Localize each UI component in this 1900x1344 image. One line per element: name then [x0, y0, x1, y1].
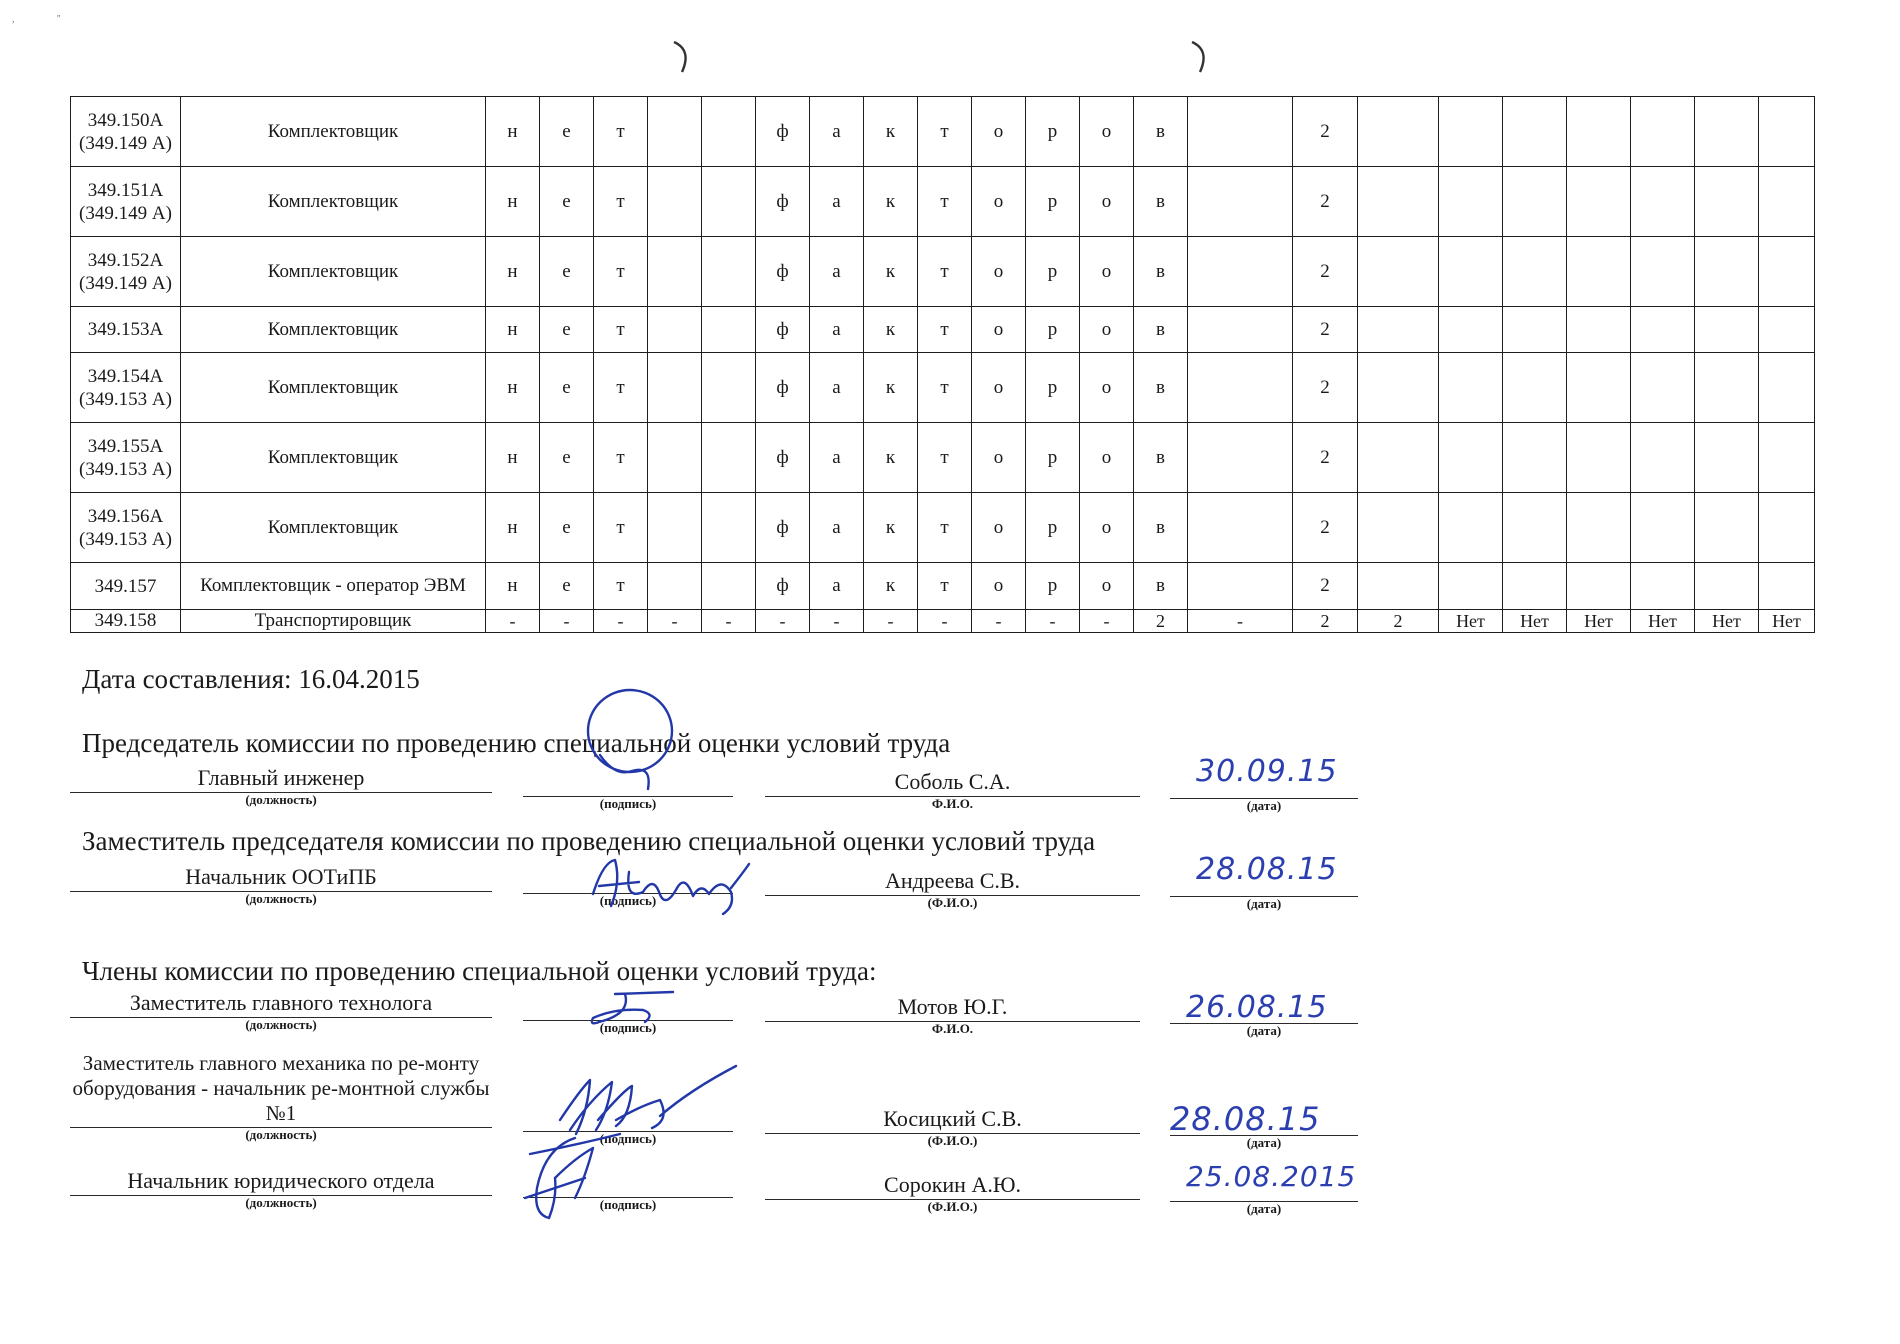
workplace-name: Комплектовщик — [181, 237, 486, 307]
table-cell — [702, 353, 756, 423]
table-cell: в — [1134, 307, 1188, 353]
chair-name-field — [765, 769, 1140, 809]
table-cell — [1188, 167, 1293, 237]
table-cell — [1759, 493, 1815, 563]
date-caption: (дата) — [1246, 1135, 1282, 1150]
table-cell: - — [540, 610, 594, 633]
table-cell: - — [1080, 610, 1134, 633]
position-caption: (должность) — [245, 891, 317, 906]
table-cell: е — [540, 97, 594, 167]
table-cell: - — [810, 610, 864, 633]
name-caption: (Ф.И.О.) — [927, 895, 978, 910]
table-cell: 2 — [1293, 563, 1358, 610]
table-cell: т — [918, 493, 972, 563]
member2-date-handwritten: 28.08.15 — [1170, 1100, 1321, 1138]
chair-position-field — [70, 765, 492, 805]
table-cell: Нет — [1759, 610, 1815, 633]
position-caption: (должность) — [245, 1017, 317, 1032]
table-cell — [1631, 307, 1695, 353]
table-cell: 2 — [1293, 610, 1358, 633]
chair-name: Соболь С.А. — [894, 769, 1011, 794]
table-cell: н — [486, 97, 540, 167]
table-cell: Нет — [1695, 610, 1759, 633]
table-cell: - — [594, 610, 648, 633]
table-row — [71, 423, 1815, 493]
workplace-name: Комплектовщик — [181, 423, 486, 493]
table-cell: е — [540, 307, 594, 353]
table-cell: Нет — [1439, 610, 1503, 633]
table-cell — [1358, 167, 1439, 237]
table-cell: в — [1134, 167, 1188, 237]
table-cell — [648, 493, 702, 563]
workplace-name: Комплектовщик — [181, 167, 486, 237]
table-cell: н — [486, 493, 540, 563]
table-cell — [1188, 353, 1293, 423]
table-cell: н — [486, 237, 540, 307]
member2-name: Косицкий С.В. — [883, 1106, 1022, 1131]
table-cell: о — [972, 563, 1026, 610]
table-cell — [1567, 97, 1631, 167]
table-cell — [1567, 423, 1631, 493]
table-cell: о — [972, 493, 1026, 563]
table-cell — [1567, 307, 1631, 353]
table-cell — [1759, 353, 1815, 423]
table-cell — [1631, 353, 1695, 423]
table-cell: т — [918, 237, 972, 307]
table-cell — [648, 167, 702, 237]
deputy-signature-stroke — [585, 852, 755, 922]
table-cell: в — [1134, 493, 1188, 563]
table-cell — [1567, 353, 1631, 423]
signature-caption: (подпись) — [599, 796, 657, 811]
table-cell — [1503, 493, 1567, 563]
chair-signature-stroke — [570, 685, 690, 815]
member1-position-field — [70, 990, 492, 1030]
table-cell: т — [594, 237, 648, 307]
table-cell — [1503, 237, 1567, 307]
table-cell: 2 — [1293, 97, 1358, 167]
table-cell: ф — [756, 167, 810, 237]
table-cell: о — [1080, 353, 1134, 423]
table-cell: р — [1026, 353, 1080, 423]
workplace-name: Комплектовщик - оператор ЭВМ — [181, 563, 486, 610]
deputy-name: Андреева С.В. — [884, 868, 1021, 893]
table-cell — [1439, 563, 1503, 610]
table-cell — [1188, 237, 1293, 307]
table-cell: в — [1134, 563, 1188, 610]
table-cell: - — [702, 610, 756, 633]
date-caption: (дата) — [1246, 1201, 1282, 1216]
table-cell: т — [594, 493, 648, 563]
table-cell: ф — [756, 353, 810, 423]
table-cell — [1759, 307, 1815, 353]
date-caption: (дата) — [1246, 1023, 1282, 1038]
member1-date-handwritten: 26.08.15 — [1186, 990, 1328, 1025]
table-cell — [1358, 307, 1439, 353]
table-cell: 2 — [1293, 307, 1358, 353]
table-cell: а — [810, 353, 864, 423]
table-cell: о — [1080, 423, 1134, 493]
members-heading: Члены комиссии по проведению специальной оценки условий труда: — [82, 956, 877, 986]
member2-position-field — [70, 1051, 492, 1142]
table-cell: в — [1134, 353, 1188, 423]
table-cell: т — [918, 563, 972, 610]
table-cell: 2 — [1293, 237, 1358, 307]
table-cell: о — [972, 307, 1026, 353]
table-cell — [1439, 237, 1503, 307]
table-cell: в — [1134, 237, 1188, 307]
workplace-number: 349.158 — [71, 610, 181, 633]
table-cell — [1358, 563, 1439, 610]
table-cell — [1695, 97, 1759, 167]
date-compiled: Дата составления: 16.04.2015 — [82, 664, 420, 694]
member3-position: Начальник юридического отдела — [127, 1168, 435, 1193]
table-cell — [1759, 563, 1815, 610]
table-cell: е — [540, 167, 594, 237]
deputy-heading: Заместитель председателя комиссии по проведению специальной оценки условий труда — [82, 826, 1096, 856]
name-caption: Ф.И.О. — [931, 1021, 974, 1036]
table-cell: ф — [756, 307, 810, 353]
workplace-number: 349.157 — [71, 563, 181, 610]
table-cell: о — [1080, 307, 1134, 353]
table-cell: - — [1188, 610, 1293, 633]
member2-position: Заместитель главного механика по ре-монту оборудования - начальник ре-монтной службы №1 — [72, 1051, 490, 1125]
table-cell — [1759, 423, 1815, 493]
table-cell: т — [594, 167, 648, 237]
table-row — [71, 563, 1815, 610]
table-cell — [1631, 167, 1695, 237]
table-cell — [702, 167, 756, 237]
table-cell — [702, 493, 756, 563]
table-cell: в — [1134, 97, 1188, 167]
table-cell: о — [972, 353, 1026, 423]
table-cell: 2 — [1293, 423, 1358, 493]
table-cell: к — [864, 423, 918, 493]
signature-caption: (подпись) — [599, 893, 657, 908]
table-cell: - — [648, 610, 702, 633]
table-cell: р — [1026, 563, 1080, 610]
table-cell — [1503, 563, 1567, 610]
table-cell: ф — [756, 493, 810, 563]
name-caption: (Ф.И.О.) — [927, 1133, 978, 1148]
table-cell: 2 — [1358, 610, 1439, 633]
signature-caption: (подпись) — [599, 1197, 657, 1212]
table-cell: ф — [756, 563, 810, 610]
table-cell — [1759, 97, 1815, 167]
workplace-number: 349.153А — [71, 307, 181, 353]
member3-date-handwritten: 25.08.2015 — [1186, 1160, 1357, 1193]
workplace-number: 349.154А (349.153 А) — [71, 353, 181, 423]
table-cell — [1439, 97, 1503, 167]
table-cell: к — [864, 493, 918, 563]
member1-signature-stroke — [585, 988, 675, 1028]
workplace-number: 349.152А (349.149 А) — [71, 237, 181, 307]
table-cell: е — [540, 493, 594, 563]
table-cell — [1759, 237, 1815, 307]
table-cell — [1358, 237, 1439, 307]
workplace-number: 349.151А (349.149 А) — [71, 167, 181, 237]
table-cell: р — [1026, 237, 1080, 307]
table-cell: - — [756, 610, 810, 633]
table-cell: т — [594, 423, 648, 493]
position-caption: (должность) — [245, 1195, 317, 1210]
table-cell — [702, 423, 756, 493]
table-cell — [1439, 423, 1503, 493]
member3-position-field — [70, 1168, 492, 1208]
table-cell: - — [864, 610, 918, 633]
chair-position: Главный инженер — [197, 765, 365, 790]
table-cell: о — [972, 423, 1026, 493]
position-caption: (должность) — [245, 1127, 317, 1142]
table-cell — [1358, 493, 1439, 563]
table-cell: о — [1080, 97, 1134, 167]
table-cell: в — [1134, 423, 1188, 493]
table-cell — [1695, 353, 1759, 423]
table-cell: т — [594, 353, 648, 423]
table-cell: о — [972, 97, 1026, 167]
table-cell — [1358, 97, 1439, 167]
table-cell: а — [810, 307, 864, 353]
punch-hole-mark-right — [1186, 38, 1216, 78]
table-cell: р — [1026, 167, 1080, 237]
table-cell — [1631, 97, 1695, 167]
table-cell: т — [918, 167, 972, 237]
assessment-table — [70, 96, 1815, 633]
workplace-number: 349.150А (349.149 А) — [71, 97, 181, 167]
table-cell — [1358, 353, 1439, 423]
table-cell — [648, 97, 702, 167]
punch-hole-mark-left — [668, 38, 698, 78]
table-cell: 2 — [1134, 610, 1188, 633]
table-body — [71, 97, 1815, 633]
table-cell — [1439, 493, 1503, 563]
table-cell: н — [486, 353, 540, 423]
member1-name: Мотов Ю.Г. — [897, 994, 1008, 1019]
table-row — [71, 167, 1815, 237]
table-cell — [1503, 423, 1567, 493]
table-cell — [1695, 493, 1759, 563]
member2-name-field — [765, 1106, 1140, 1146]
table-cell — [648, 563, 702, 610]
deputy-date-handwritten: 28.08.15 — [1196, 852, 1338, 887]
table-cell — [1439, 353, 1503, 423]
table-cell: т — [594, 563, 648, 610]
table-cell: о — [972, 167, 1026, 237]
table-cell: к — [864, 307, 918, 353]
table-cell — [1567, 167, 1631, 237]
signature-caption: (подпись) — [599, 1131, 657, 1146]
table-cell: е — [540, 423, 594, 493]
date-caption: (дата) — [1246, 896, 1282, 911]
table-cell: Нет — [1567, 610, 1631, 633]
table-cell — [1759, 167, 1815, 237]
table-cell: р — [1026, 493, 1080, 563]
table-cell: т — [918, 97, 972, 167]
table-cell — [702, 563, 756, 610]
member1-position: Заместитель главного технолога — [129, 990, 433, 1015]
table-cell — [1188, 493, 1293, 563]
table-cell: т — [594, 97, 648, 167]
table-cell: т — [918, 307, 972, 353]
table-cell — [1695, 563, 1759, 610]
table-cell — [1631, 423, 1695, 493]
table-cell: - — [486, 610, 540, 633]
table-cell: о — [972, 237, 1026, 307]
table-cell — [648, 353, 702, 423]
table-cell: а — [810, 97, 864, 167]
workplace-name: Комплектовщик — [181, 493, 486, 563]
table-cell — [1188, 423, 1293, 493]
table-cell — [1567, 563, 1631, 610]
table-cell — [1188, 97, 1293, 167]
table-cell — [1188, 307, 1293, 353]
workplace-name: Комплектовщик — [181, 353, 486, 423]
table-cell — [702, 307, 756, 353]
table-cell: т — [918, 353, 972, 423]
table-cell: 2 — [1293, 493, 1358, 563]
table-cell: - — [918, 610, 972, 633]
table-cell: ф — [756, 97, 810, 167]
table-cell: е — [540, 563, 594, 610]
deputy-position: Начальник ООТиПБ — [185, 864, 377, 889]
table-row — [71, 493, 1815, 563]
table-cell: к — [864, 167, 918, 237]
table-cell: р — [1026, 307, 1080, 353]
name-caption: Ф.И.О. — [931, 796, 974, 811]
table-cell — [1695, 237, 1759, 307]
table-cell: н — [486, 563, 540, 610]
table-cell: ф — [756, 423, 810, 493]
table-cell: т — [918, 423, 972, 493]
chair-heading: Председатель комиссии по проведению специальной оценки условий труда — [82, 728, 951, 758]
deputy-name-field — [765, 868, 1140, 908]
table-cell — [1631, 563, 1695, 610]
table-cell: н — [486, 423, 540, 493]
table-cell — [1695, 423, 1759, 493]
table-cell: к — [864, 237, 918, 307]
table-cell — [1631, 237, 1695, 307]
table-row — [71, 237, 1815, 307]
table-cell: е — [540, 237, 594, 307]
member1-name-field — [765, 994, 1140, 1034]
table-row — [71, 353, 1815, 423]
workplace-name: Транспортировщик — [181, 610, 486, 633]
name-caption: (Ф.И.О.) — [927, 1199, 978, 1214]
table-cell: н — [486, 167, 540, 237]
table-cell — [1503, 97, 1567, 167]
table-row — [71, 97, 1815, 167]
scan-specks: , '' — [12, 14, 61, 25]
deputy-position-field — [70, 864, 492, 904]
workplace-number: 349.155А (349.153 А) — [71, 423, 181, 493]
table-cell: а — [810, 167, 864, 237]
table-cell — [1188, 563, 1293, 610]
table-cell: а — [810, 237, 864, 307]
table-cell — [1503, 353, 1567, 423]
position-caption: (должность) — [245, 792, 317, 807]
workplace-number: 349.156А (349.153 А) — [71, 493, 181, 563]
table-row — [71, 307, 1815, 353]
table-cell — [1695, 167, 1759, 237]
table-cell: о — [1080, 167, 1134, 237]
workplace-name: Комплектовщик — [181, 97, 486, 167]
table-cell: к — [864, 97, 918, 167]
table-cell — [702, 97, 756, 167]
table-cell: Нет — [1631, 610, 1695, 633]
workplace-name: Комплектовщик — [181, 307, 486, 353]
table-cell: р — [1026, 423, 1080, 493]
table-row — [71, 610, 1815, 633]
table-cell: ф — [756, 237, 810, 307]
table-cell — [1503, 167, 1567, 237]
date-caption: (дата) — [1246, 798, 1282, 813]
table-cell — [648, 307, 702, 353]
table-cell: - — [1026, 610, 1080, 633]
chair-date-handwritten: 30.09.15 — [1196, 754, 1338, 789]
table-cell — [1567, 493, 1631, 563]
table-cell: Нет — [1503, 610, 1567, 633]
table-cell: - — [972, 610, 1026, 633]
member3-name-field — [765, 1172, 1140, 1212]
table-cell: о — [1080, 237, 1134, 307]
table-cell: к — [864, 353, 918, 423]
table-cell — [1695, 307, 1759, 353]
table-cell — [1439, 167, 1503, 237]
table-cell: т — [594, 307, 648, 353]
table-cell: а — [810, 493, 864, 563]
member3-signature-stroke — [515, 1118, 635, 1228]
table-cell: 2 — [1293, 167, 1358, 237]
table-cell: 2 — [1293, 353, 1358, 423]
table-cell — [702, 237, 756, 307]
table-cell: к — [864, 563, 918, 610]
member3-name: Сорокин А.Ю. — [884, 1172, 1021, 1197]
table-cell — [648, 423, 702, 493]
signature-caption: (подпись) — [599, 1020, 657, 1035]
table-cell: е — [540, 353, 594, 423]
table-cell: о — [1080, 493, 1134, 563]
table-cell — [1631, 493, 1695, 563]
table-cell: а — [810, 563, 864, 610]
table-cell — [1439, 307, 1503, 353]
table-cell: н — [486, 307, 540, 353]
table-cell — [1358, 423, 1439, 493]
table-cell — [648, 237, 702, 307]
table-cell: а — [810, 423, 864, 493]
table-cell: о — [1080, 563, 1134, 610]
table-cell — [1567, 237, 1631, 307]
table-cell — [1503, 307, 1567, 353]
table-cell: р — [1026, 97, 1080, 167]
